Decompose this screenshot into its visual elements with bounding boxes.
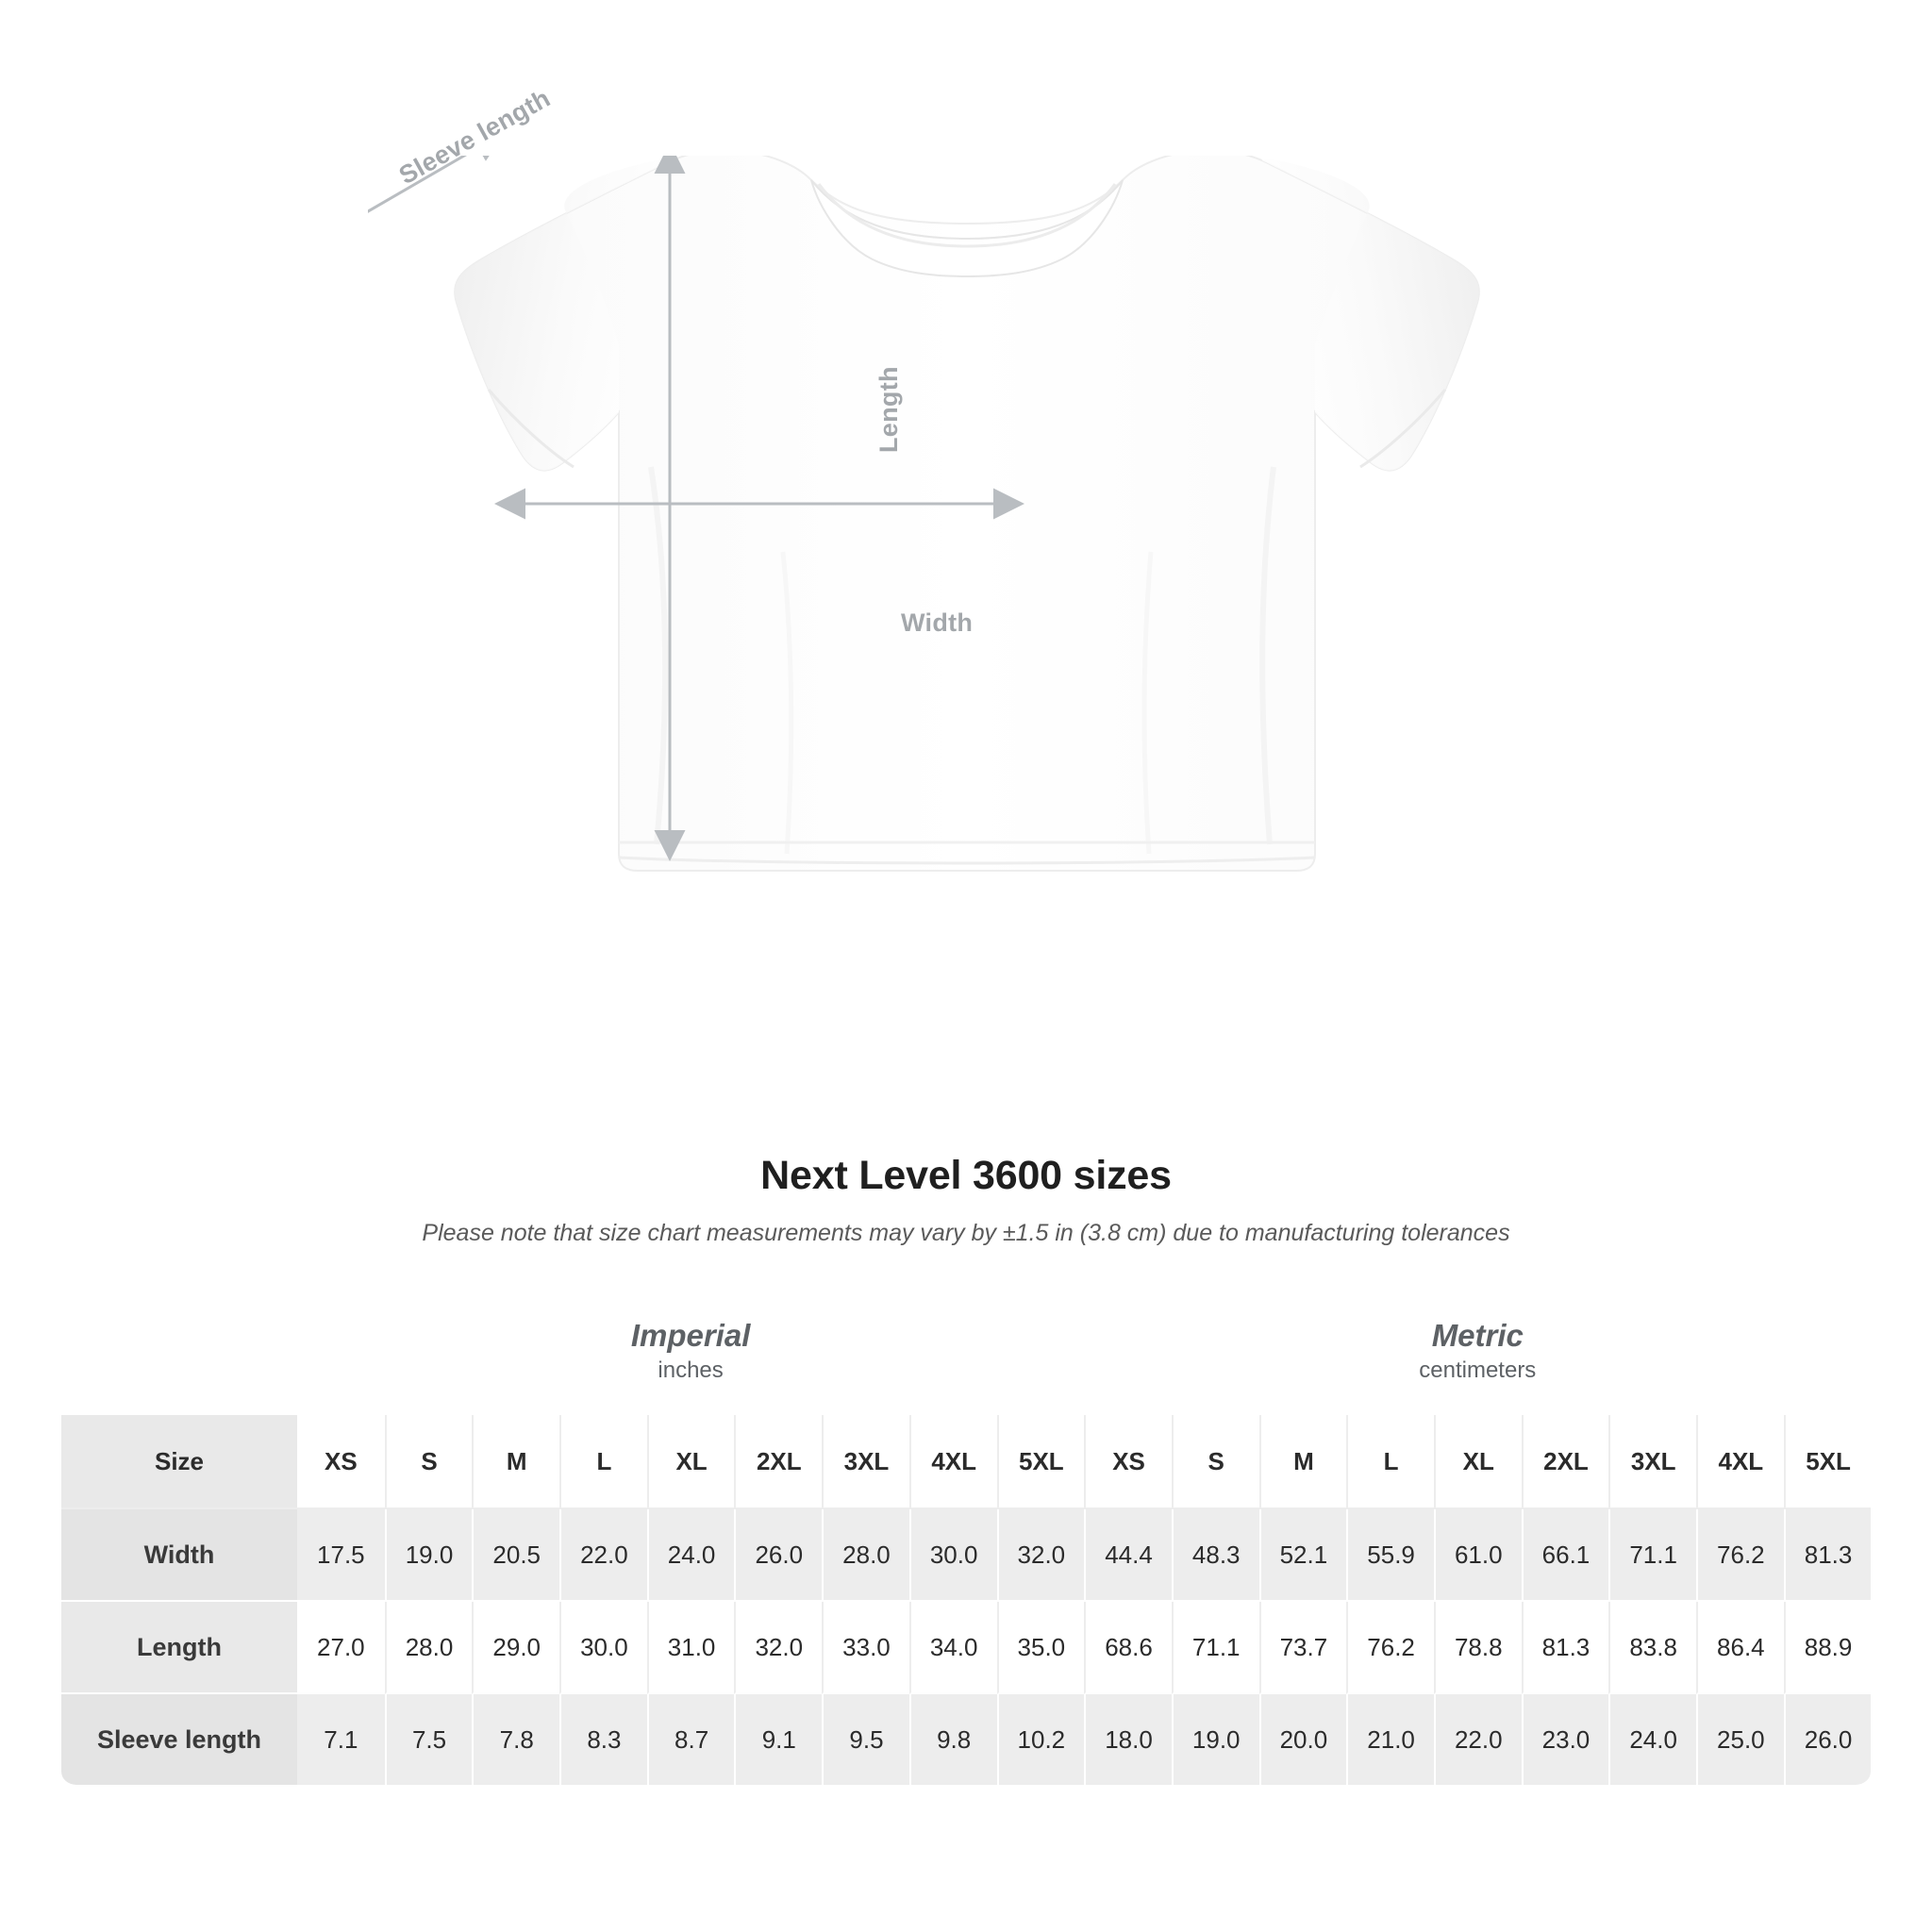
data-cell: 18.0 [1084,1694,1172,1787]
unit-group-metric [1084,1292,1871,1415]
column-header-cell: 5XL [997,1415,1085,1509]
data-cell: 9.5 [822,1694,909,1787]
column-header-cell: M [472,1415,559,1509]
title-block [0,1153,1932,1247]
width-label: Width [901,608,974,637]
data-cell: 30.0 [559,1602,647,1694]
data-cell: 35.0 [997,1602,1085,1694]
data-cell: 76.2 [1346,1602,1434,1694]
unit-imperial-sub: inches [658,1357,724,1383]
data-cell: 29.0 [472,1602,559,1694]
unit-imperial-name: Imperial [630,1318,751,1354]
data-cell: 19.0 [1172,1694,1259,1787]
data-cell: 9.8 [909,1694,997,1787]
data-cell: 7.5 [385,1694,473,1787]
data-cell: 68.6 [1084,1602,1172,1694]
data-cell: 86.4 [1696,1602,1784,1694]
data-cell: 7.1 [297,1694,385,1787]
data-cell: 22.0 [1434,1694,1522,1787]
column-header-cell: M [1259,1415,1347,1509]
data-cell: 21.0 [1346,1694,1434,1787]
data-cell: 34.0 [909,1602,997,1694]
data-cell: 8.7 [647,1694,735,1787]
data-cell: 33.0 [822,1602,909,1694]
data-cell: 26.0 [734,1509,822,1602]
data-cell: 61.0 [1434,1509,1522,1602]
table-row [61,1509,1871,1602]
data-cell: 71.1 [1172,1602,1259,1694]
column-header-cell: L [1346,1415,1434,1509]
unit-row-spacer [61,1292,297,1415]
data-cell: 25.0 [1696,1694,1784,1787]
data-cell: 24.0 [647,1509,735,1602]
column-header-cell: S [1172,1415,1259,1509]
data-cell: 7.8 [472,1694,559,1787]
data-cell: 31.0 [647,1602,735,1694]
data-cell: 20.5 [472,1509,559,1602]
data-cell: 9.1 [734,1694,822,1787]
column-header-cell: XL [1434,1415,1522,1509]
data-cell: 71.1 [1608,1509,1696,1602]
tshirt-shape [455,156,1479,871]
unit-group-row [61,1292,1871,1415]
data-cell: 23.0 [1522,1694,1609,1787]
data-cell: 52.1 [1259,1509,1347,1602]
data-cell: 48.3 [1172,1509,1259,1602]
data-cell: 19.0 [385,1509,473,1602]
data-cell: 10.2 [997,1694,1085,1787]
column-header-size: Size [61,1415,297,1509]
column-header-cell: 5XL [1784,1415,1872,1509]
data-cell: 78.8 [1434,1602,1522,1694]
tshirt-diagram [368,156,1566,1127]
data-cell: 83.8 [1608,1602,1696,1694]
column-header-cell: XS [297,1415,385,1509]
data-cell: 88.9 [1784,1602,1872,1694]
column-header-cell: 4XL [909,1415,997,1509]
sleeve-length-label: Sleeve length [394,83,556,191]
data-cell: 26.0 [1784,1694,1872,1787]
column-header-cell: 3XL [1608,1415,1696,1509]
tolerance-note: Please note that size chart measurements may vary by ±1.5 in (3.8 cm) due to manufacturing tolerances [422,1220,1510,1246]
column-header-cell: 2XL [1522,1415,1609,1509]
data-cell: 66.1 [1522,1509,1609,1602]
column-header-cell: L [559,1415,647,1509]
data-cell: 20.0 [1259,1694,1347,1787]
column-header-cell: S [385,1415,473,1509]
column-header-cell: 4XL [1696,1415,1784,1509]
unit-metric-name: Metric [1431,1318,1524,1354]
unit-group-imperial [297,1292,1084,1415]
length-label: Length [874,366,903,453]
data-cell: 32.0 [997,1509,1085,1602]
data-cell: 44.4 [1084,1509,1172,1602]
data-cell: 28.0 [822,1509,909,1602]
data-cell: 22.0 [559,1509,647,1602]
unit-metric-sub: centimeters [1419,1357,1537,1383]
data-cell: 27.0 [297,1602,385,1694]
row-header-sleeve-length: Sleeve length [61,1694,297,1787]
data-cell: 76.2 [1696,1509,1784,1602]
column-header-cell: XL [647,1415,735,1509]
size-table [61,1292,1871,1787]
column-header-cell: XS [1084,1415,1172,1509]
size-table-wrapper [61,1292,1871,1787]
page-title: Next Level 3600 sizes [760,1153,1172,1198]
data-cell: 8.3 [559,1694,647,1787]
row-header-length: Length [61,1602,297,1694]
column-header-cell: 2XL [734,1415,822,1509]
data-cell: 55.9 [1346,1509,1434,1602]
data-cell: 32.0 [734,1602,822,1694]
data-cell: 30.0 [909,1509,997,1602]
data-cell: 17.5 [297,1509,385,1602]
data-cell: 24.0 [1608,1694,1696,1787]
data-cell: 73.7 [1259,1602,1347,1694]
table-row [61,1694,1871,1787]
data-cell: 81.3 [1784,1509,1872,1602]
table-row [61,1602,1871,1694]
column-header-cell: 3XL [822,1415,909,1509]
row-header-width: Width [61,1509,297,1602]
data-cell: 28.0 [385,1602,473,1694]
size-header-row [61,1415,1871,1509]
tshirt-svg [368,156,1566,1127]
data-cell: 81.3 [1522,1602,1609,1694]
